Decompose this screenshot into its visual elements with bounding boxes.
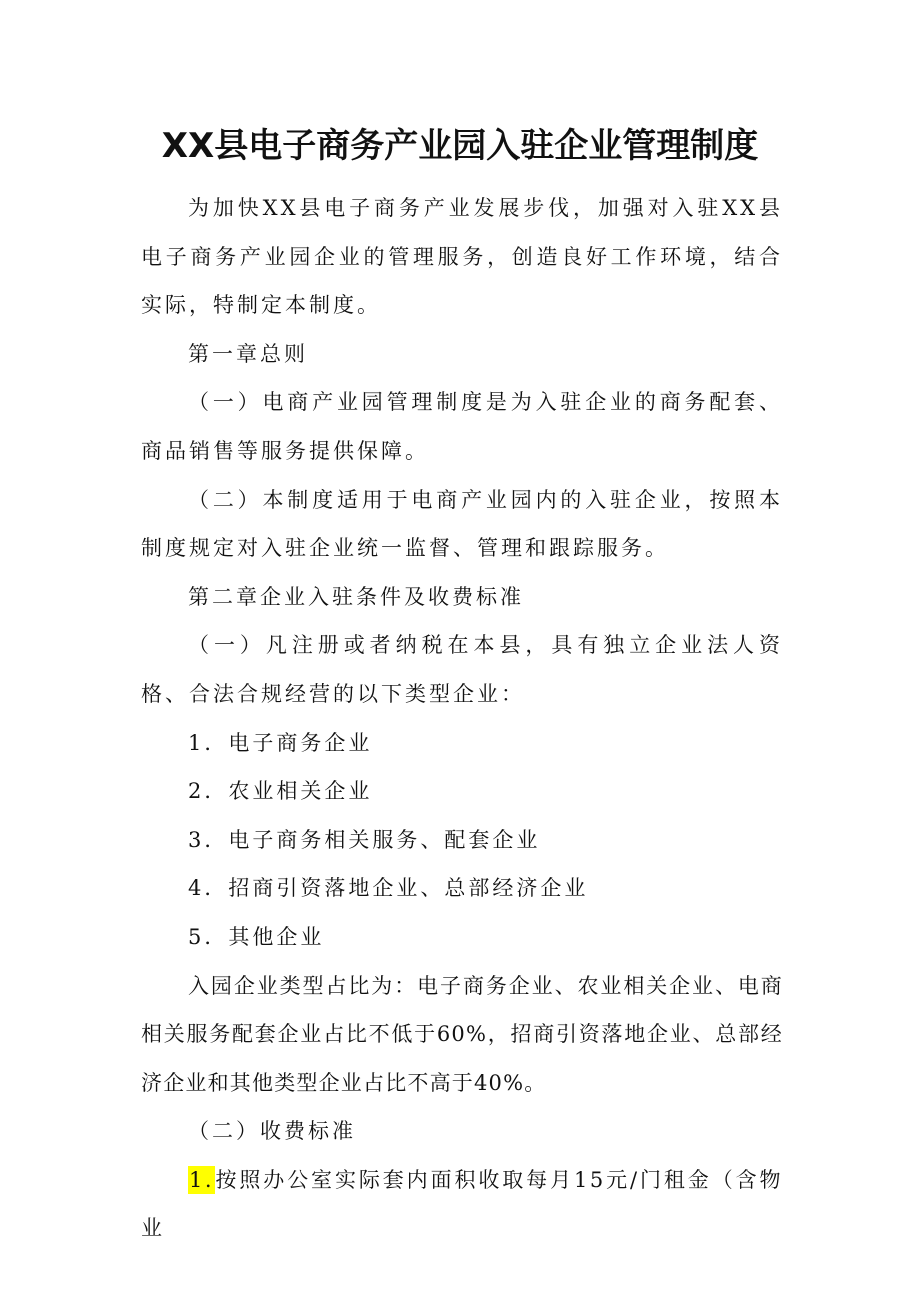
fee-item-1-number: 1. (189, 1167, 215, 1192)
chapter-1-heading: 第一章总则 (188, 341, 308, 366)
chapter-1-item-1: （一）电商产业园管理制度是为入驻企业的商务配套、商品销售等服务提供保障。 (141, 390, 783, 463)
enterprise-type-5: 5．其他企业 (188, 924, 325, 949)
document-body (141, 184, 783, 1253)
fee-standard-heading: （二）收费标准 (188, 1119, 356, 1144)
document-title: XX县电子商务产业园入驻企业管理制度 (161, 126, 759, 166)
enterprise-type-1: 1．电子商务企业 (188, 730, 373, 755)
chapter-2-condition: （一）凡注册或者纳税在本县，具有独立企业法人资格、合法合规经营的以下类型企业： (141, 633, 783, 706)
intro-paragraph: 为加快XX县电子商务产业发展步伐，加强对入驻XX县电子商务产业园企业的管理服务，创造良好工作环境，结合实际，特制定本制度。 (141, 196, 783, 318)
enterprise-type-4: 4．招商引资落地企业、总部经济企业 (188, 876, 589, 901)
fee-item-1 (141, 1156, 783, 1253)
enterprise-ratio-paragraph: 入园企业类型占比为：电子商务企业、农业相关企业、电商相关服务配套企业占比不低于60%，招商引资落地企业、总部经济企业和其他类型企业占比不高于40%。 (141, 973, 783, 1095)
chapter-2-heading: 第二章企业入驻条件及收费标准 (188, 584, 524, 609)
fee-item-1-text: 按照办公室实际套内面积收取每月15元/门租金（含物业 (141, 1167, 783, 1241)
enterprise-type-2: 2．农业相关企业 (188, 779, 373, 804)
enterprise-type-3: 3．电子商务相关服务、配套企业 (188, 827, 541, 852)
chapter-1-item-2: （二）本制度适用于电商产业园内的入驻企业，按照本制度规定对入驻企业统一监督、管理和跟踪服务。 (141, 487, 783, 561)
